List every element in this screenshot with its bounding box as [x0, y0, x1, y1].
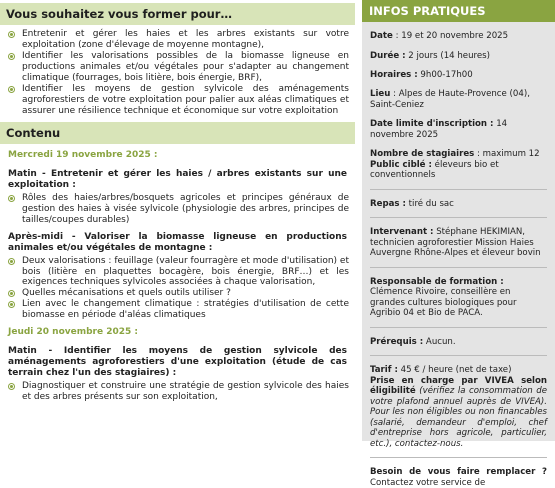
- objectives-heading: Vous souhaitez vous former pour…: [0, 3, 355, 25]
- duration-info: Durée : 2 jours (14 heures): [370, 50, 491, 61]
- divider: [370, 327, 547, 328]
- location-info: Lieu : Alpes de Haute-Provence (04), Saint-Ceniez: [370, 89, 530, 110]
- content-heading: Contenu: [0, 122, 355, 144]
- divider: [370, 189, 547, 190]
- day2-morning: [0, 346, 355, 403]
- divider: [370, 355, 547, 356]
- hours-info: Horaires : 9h00-17h00: [370, 69, 473, 80]
- objective-item: Identifier les valorisations possibles de la biomasse ligneuse en productions animales et/ou végétales pour s'adapter au changement climatique (fourrages, bois litière, bois énergie, BRF),: [8, 51, 349, 84]
- day1-morning-title: Matin - Entretenir et gérer les haies / arbres existants sur une exploitation :: [8, 168, 347, 190]
- day2-morning-item: Diagnostiquer et construire une stratégie de gestion sylvicole des haies et des arbres présents sur son exploitation,: [8, 381, 349, 403]
- participants-info: Nombre de stagiaires : maximum 12: [370, 149, 540, 160]
- practical-info-panel: [362, 0, 555, 488]
- day1-afternoon-item: Deux valorisations : feuillage (valeur fourragère et mode d'utilisation) et bois (litière en plaquettes bocagère, bois énergie, BRF…) et les exigences techniques sylvicoles associées à chaque valorisation,: [8, 256, 349, 289]
- divider: [370, 217, 547, 218]
- objective-item: Entretenir et gérer les haies et les arbres existants sur votre exploitation (zone d'élevage de moyenne montagne),: [8, 29, 349, 51]
- deadline-info: Date limite d'inscription : 14 novembre 2025: [370, 119, 508, 140]
- day1-morning-item: Rôles des haies/arbres/bosquets agricoles et principes généraux de gestion des haies à visée sylvicole (physiologie des arbres, principes de tailles/coupes durables): [8, 193, 349, 226]
- day2-date: Jeudi 20 novembre 2025 :: [8, 327, 139, 338]
- manager-info: Responsable de formation : Clémence Rivoire, conseillère en grandes cultures biologiques pour Agribio 04 et Bio de PACA.: [370, 276, 517, 319]
- price-info: Tarif : 45 € / heure (net de taxe): [370, 365, 512, 376]
- funding-info: Prise en charge par VIVEA selon éligibilité (vérifiez la consommation de votre plafond annuel auprès de VIVEA). Pour les non éligibles ou non financables (salarié, demandeur d'emploi, chef d'entreprise hors agricole, particulier, etc.), contactez-nous.: [370, 375, 547, 449]
- day1-afternoon-item: Quelles mécanisations et quels outils utiliser ?: [8, 288, 349, 299]
- practical-info-heading: INFOS PRATIQUES: [362, 0, 555, 22]
- day1-afternoon-item: Lien avec le changement climatique : stratégies d'utilisation de cette biomasse en période d'aléas climatiques: [8, 299, 349, 321]
- day1-date: Mercredi 19 novembre 2025 :: [8, 149, 158, 160]
- day2-morning-title: Matin - Identifier les moyens de gestion sylvicole des aménagements agroforestiers d'une exploitation (étude de cas terrain chez l'un des stagiaires) :: [8, 346, 347, 379]
- date-info: Date : 19 et 20 novembre 2025: [370, 31, 509, 42]
- meal-info: Repas : tiré du sac: [370, 198, 454, 209]
- day1-afternoon-title: Après-midi - Valoriser la biomasse ligneuse en productions animales et/ou végétales de montagne :: [8, 231, 347, 253]
- audience-info: Public ciblé : éleveurs bio et conventionnels: [370, 159, 499, 181]
- divider: [370, 267, 547, 268]
- replacement-info: Besoin de vous faire remplacer ? Contactez votre service de: [370, 467, 547, 488]
- trainer-info: Intervenant : Stéphane HEKIMIAN, technicien agroforestier Mission Haies Auvergne Rhône-Alpes et éleveur bovin: [370, 227, 541, 259]
- prerequisites-info: Prérequis : Aucun.: [370, 336, 456, 347]
- day1-morning: [0, 169, 355, 226]
- divider: [370, 457, 547, 458]
- objective-item: Identifier les moyens de gestion sylvicole des aménagements agroforestiers de votre exploitation pour palier aux aléas climatiques et assurer une résilience technique et économique sur votre exploitation: [8, 84, 349, 117]
- day1-afternoon: [0, 232, 355, 322]
- objectives-list: [0, 29, 355, 117]
